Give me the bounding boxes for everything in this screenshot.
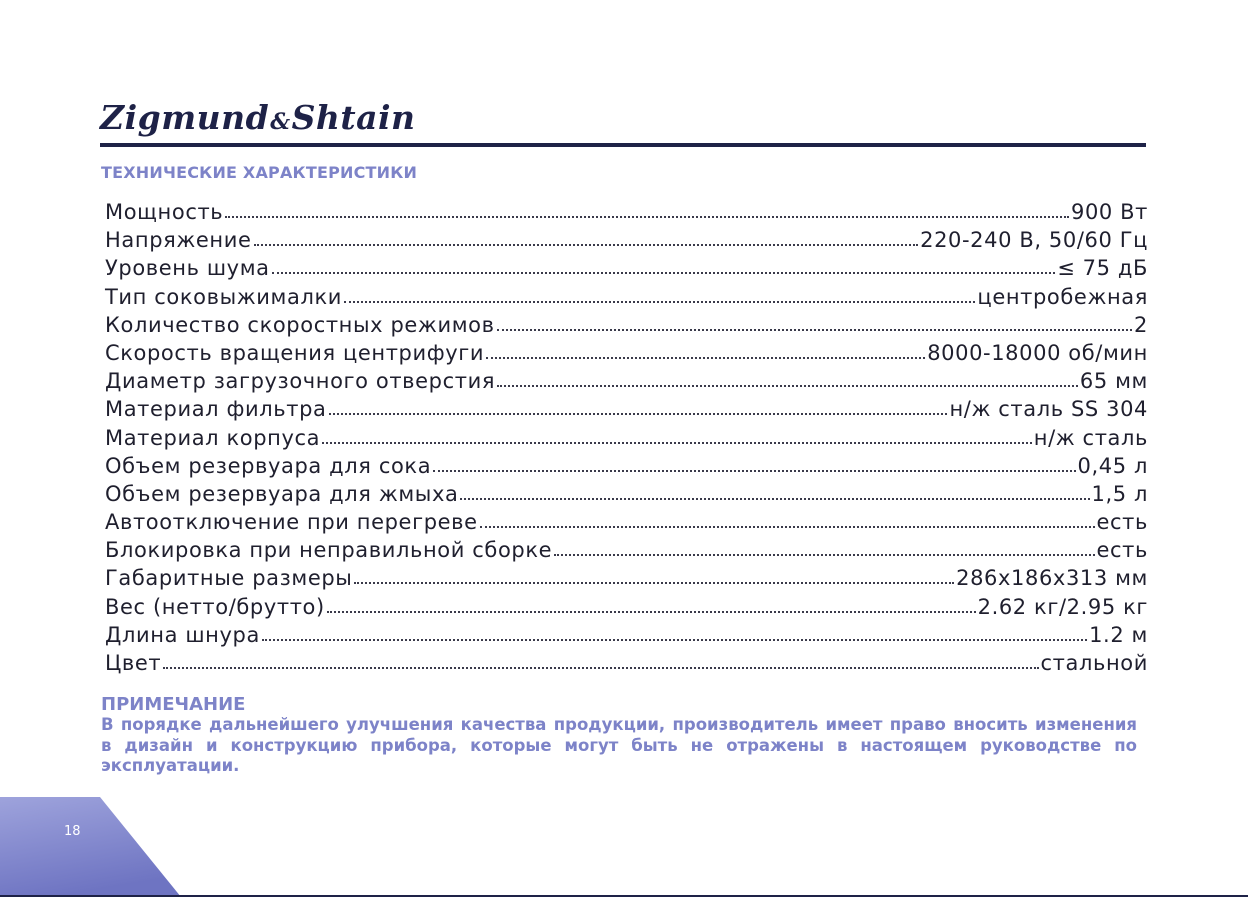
spec-label: Уровень шума <box>105 256 270 281</box>
dot-leader <box>554 537 1094 557</box>
brand-logo-part1: Zigmund <box>100 98 270 137</box>
spec-label: Скорость вращения центрифуги <box>105 340 485 365</box>
spec-row <box>105 254 1148 282</box>
spec-label: Тип соковыжималки <box>105 284 342 309</box>
dot-leader <box>272 255 1056 275</box>
dot-leader <box>344 284 975 304</box>
note-title: ПРИМЕЧАНИЕ <box>101 694 246 715</box>
spec-label: Диаметр загрузочного отверстия <box>105 369 496 394</box>
spec-label: Вес (нетто/брутто) <box>105 594 325 619</box>
dot-leader <box>433 453 1075 473</box>
spec-row <box>105 593 1148 621</box>
dot-leader <box>254 227 919 247</box>
page-number: 18 <box>64 824 81 839</box>
spec-label: Напряжение <box>105 228 252 253</box>
spec-row <box>105 198 1148 226</box>
spec-label: Материал корпуса <box>105 425 321 450</box>
dot-leader <box>262 622 1087 642</box>
spec-row <box>105 424 1148 452</box>
brand-logo-ampersand: & <box>270 109 291 135</box>
spec-value: ≤ 75 дБ <box>1057 256 1148 281</box>
spec-value: 0,45 л <box>1077 453 1148 478</box>
spec-value: 900 Вт <box>1071 200 1148 224</box>
spec-value: есть <box>1096 510 1148 535</box>
page-corner-decoration <box>0 797 181 897</box>
section-title: ТЕХНИЧЕСКИЕ ХАРАКТЕРИСТИКИ <box>101 163 418 182</box>
spec-value: н/ж сталь SS 304 <box>949 397 1148 422</box>
spec-label: Автоотключение при перегреве <box>105 510 478 535</box>
spec-row <box>105 649 1148 677</box>
dot-leader <box>354 565 954 585</box>
dot-leader <box>163 650 1038 670</box>
spec-row <box>105 339 1148 367</box>
spec-row <box>105 621 1148 649</box>
spec-row <box>105 395 1148 423</box>
spec-value: центробежная <box>977 284 1148 309</box>
spec-row <box>105 283 1148 311</box>
spec-label: Мощность <box>105 200 224 224</box>
note-text: В порядке дальнейшего улучшения качества продукции, производитель имеет право вносить изменения в дизайн и конструкцию прибора, которые могут быть не отражены в настоящем руководстве по эксплуатации. <box>101 715 1137 775</box>
spec-value: 8000-18000 об/мин <box>927 340 1148 365</box>
spec-value: 220-240 В, 50/60 Гц <box>920 228 1148 253</box>
dot-leader <box>480 509 1095 529</box>
spec-label: Количество скоростных режимов <box>105 312 495 337</box>
dot-leader <box>322 425 1032 445</box>
spec-value: 1.2 м <box>1089 622 1148 647</box>
spec-value: 1,5 л <box>1091 481 1148 506</box>
dot-leader <box>225 199 1069 219</box>
spec-row <box>105 536 1148 564</box>
spec-label: Материал фильтра <box>105 397 327 422</box>
dot-leader <box>497 312 1132 332</box>
spec-label: Цвет <box>105 651 162 675</box>
spec-row <box>105 311 1148 339</box>
spec-row <box>105 564 1148 592</box>
spec-value: есть <box>1096 538 1148 563</box>
brand-logo-part2: Shtain <box>291 98 416 137</box>
spec-row <box>105 226 1148 254</box>
spec-row <box>105 480 1148 508</box>
dot-leader <box>327 594 976 614</box>
brand-logo <box>100 98 416 142</box>
spec-row <box>105 508 1148 536</box>
dot-leader <box>497 368 1078 388</box>
spec-row <box>105 367 1148 395</box>
spec-label: Блокировка при неправильной сборке <box>105 538 553 563</box>
spec-value: 2 <box>1134 312 1148 337</box>
spec-label: Объем резервуара для сока <box>105 453 432 478</box>
dot-leader <box>329 396 948 416</box>
spec-list <box>105 198 1148 677</box>
header-rule <box>100 143 1146 147</box>
spec-value: 286x186x313 мм <box>956 566 1148 591</box>
spec-value: стальной <box>1040 651 1148 675</box>
spec-label: Объем резервуара для жмыха <box>105 481 459 506</box>
spec-label: Длина шнура <box>105 622 260 647</box>
dot-leader <box>460 481 1089 501</box>
spec-row <box>105 452 1148 480</box>
spec-value: 65 мм <box>1079 369 1148 394</box>
spec-value: 2.62 кг/2.95 кг <box>977 594 1148 619</box>
spec-value: н/ж сталь <box>1033 425 1148 450</box>
spec-label: Габаритные размеры <box>105 566 353 591</box>
dot-leader <box>486 340 925 360</box>
